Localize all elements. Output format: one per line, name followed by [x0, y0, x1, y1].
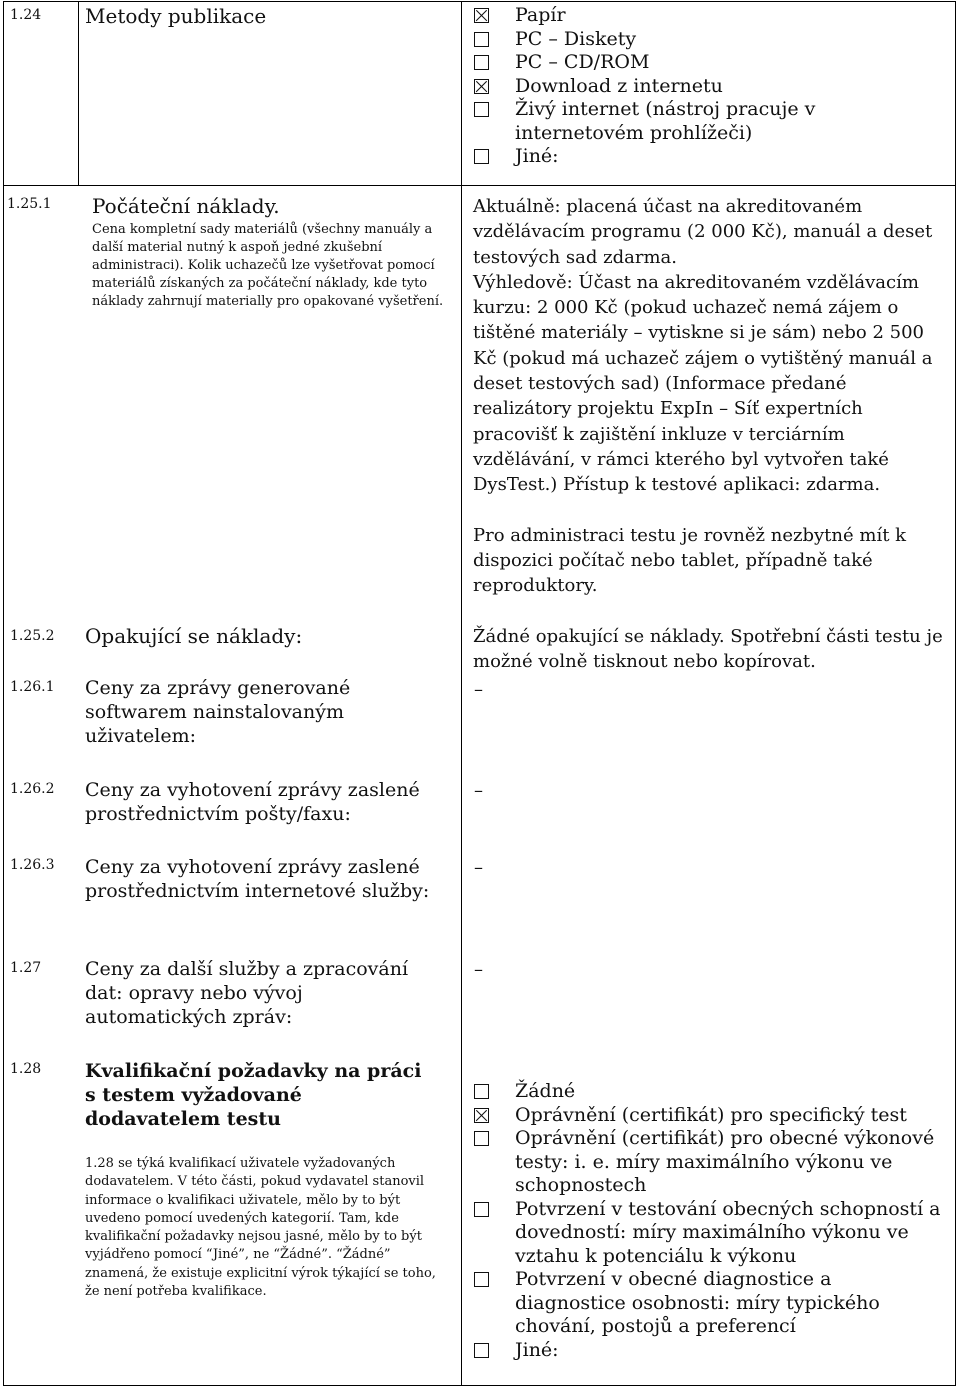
checkbox-icon[interactable] [474, 1131, 489, 1146]
checkbox-option[interactable] [474, 51, 944, 75]
checkbox-option[interactable] [474, 1198, 944, 1269]
checkbox-icon[interactable] [474, 1272, 489, 1287]
recurring-costs-answer: Žádné opakující se náklady. Spotřební části testu je možné volně tisknout nebo kopírovat. [473, 626, 943, 673]
checkbox-icon[interactable] [474, 1343, 489, 1358]
checkbox-label: PC – CD/ROM [515, 51, 650, 73]
checkbox-option[interactable] [474, 28, 944, 52]
answer-future: Výhledově: Účast na akreditovaném vzdělávacím kurzu: 2 000 Kč (pokud uchazeč nemá zájem o tištěné materiály – vytiskne si je sám) nebo 2 500 Kč (pokud má uchazeč zájem o vytištěný manuál a deset testových sad) (Informace předané realizátory projektu ExpIn – Síť expertních pracovišť k zajištění inkluze v terciárním vzdělávání, v rámci kterého byl vytvořen také DysTest.) Přístup k testové aplikaci: zdarma. [473, 271, 933, 496]
answer-current: Aktuálně: placená účast na akreditovaném vzdělávacím programu (2 000 Kč), manuál a deset testových sad zdarma. [473, 196, 933, 268]
checkbox-option[interactable] [474, 1080, 944, 1104]
section-title: Opakující se náklady: [85, 624, 303, 648]
checkbox-icon[interactable] [474, 55, 489, 70]
section-number: 1.26.2 [10, 781, 55, 797]
checkbox-option[interactable] [474, 4, 944, 28]
column-divider [461, 1, 462, 1386]
checkbox-label: Download z internetu [515, 74, 723, 97]
section-title: Počáteční náklady. [92, 194, 280, 218]
section-number: 1.26.1 [10, 679, 55, 695]
checkbox-label: Žádné [515, 1080, 576, 1102]
checkbox-icon[interactable] [474, 102, 489, 117]
qualification-options [474, 1080, 944, 1362]
checkbox-option[interactable] [474, 75, 944, 99]
section-number: 1.27 [10, 960, 42, 976]
checkbox-label: Oprávnění (certifikát) pro specifický test [515, 1103, 907, 1126]
answer-dash: – [474, 959, 483, 980]
section-number: 1.24 [10, 7, 42, 23]
checkbox-label: Oprávnění (certifikát) pro obecné výkonové testy: i. e. míry maximálního výkonu ve schopnostech [515, 1127, 935, 1196]
checkbox-label: Potvrzení v obecné diagnostice a diagnostice osobnosti: míry typického chování, postojů a preferencí [515, 1268, 880, 1337]
section-description: 1.28 se týká kvalifikací uživatele vyžadovaných dodavatelem. V této části, pokud vydavatel stanovil informace o kvalifikaci uživatele, mělo by to být uvedeno pomocí uvedených kategorií. Tam, kde kvalifikační požadavky nejsou jasné, mělo by to být vyjádřeno pomocí “Jiné”, ne “Žádné”. “Žádné” znamená, že existuje explicitní výrok týkající se toho, že není potřeba kvalifikace. [85, 1156, 436, 1300]
checkbox-option[interactable] [474, 1339, 944, 1363]
checkbox-icon[interactable] [474, 149, 489, 164]
section-number: 1.28 [10, 1061, 42, 1077]
section-number: 1.25.1 [7, 196, 52, 212]
answer-equipment: Pro administraci testu je rovněž nezbytné mít k dispozici počítač nebo tablet, případně také reproduktory. [473, 524, 907, 597]
checkbox-icon[interactable] [474, 32, 489, 47]
checkbox-option[interactable] [474, 1127, 944, 1198]
checkbox-label: Jiné: [515, 145, 559, 167]
answer-dash: – [474, 857, 483, 878]
section-title: Ceny za vyhotovení zprávy zaslené prostřednictvím internetové služby: [85, 856, 430, 902]
checked-checkbox-icon[interactable] [474, 79, 489, 94]
initial-costs-answer [473, 194, 943, 598]
checkbox-option[interactable] [474, 145, 944, 169]
answer-dash: – [474, 780, 483, 801]
checked-checkbox-icon[interactable] [474, 8, 489, 23]
answer-dash: – [474, 679, 483, 700]
checkbox-label: Potvrzení v testování obecných schopností a dovedností: míry maximálního výkonu ve vztahu k potenciálu k výkonu [515, 1197, 941, 1267]
section-title: Ceny za zprávy generované softwarem nainstalovaným uživatelem: [85, 677, 351, 747]
section-title: Kvalifikační požadavky na práci s testem vyžadované dodavatelem testu [85, 1060, 422, 1130]
checkbox-option[interactable] [474, 98, 944, 145]
checkbox-option[interactable] [474, 1268, 944, 1339]
section-number: 1.26.3 [10, 857, 55, 873]
section-title: Metody publikace [85, 4, 267, 28]
section-number: 1.25.2 [10, 628, 55, 644]
checkbox-option[interactable] [474, 1104, 944, 1128]
checkbox-icon[interactable] [474, 1202, 489, 1217]
row-divider [3, 185, 956, 186]
section-description: Cena kompletní sady materiálů (všechny manuály a další material nutný k aspoň jedné zkušební administraci). Kolik uchazečů lze vyšetřovat pomocí materiálů získaných za počáteční náklady, kde tyto náklady zahrnují materially pro opakované vyšetření. [92, 222, 444, 309]
checkbox-label: PC – Diskety [515, 27, 637, 50]
section-title: Ceny za další služby a zpracování dat: opravy nebo vývoj automatických zpráv: [85, 958, 409, 1028]
checkbox-label: Jiné: [515, 1338, 559, 1361]
publication-method-options [474, 4, 944, 169]
column-divider [78, 1, 79, 186]
checkbox-label: Papír [515, 4, 566, 26]
checkbox-label: Živý internet (nástroj pracuje v internetovém prohlížeči) [515, 98, 816, 144]
checkbox-icon[interactable] [474, 1084, 489, 1099]
checked-checkbox-icon[interactable] [474, 1108, 489, 1123]
section-title: Ceny za vyhotovení zprávy zaslené prostřednictvím pošty/faxu: [85, 779, 420, 825]
